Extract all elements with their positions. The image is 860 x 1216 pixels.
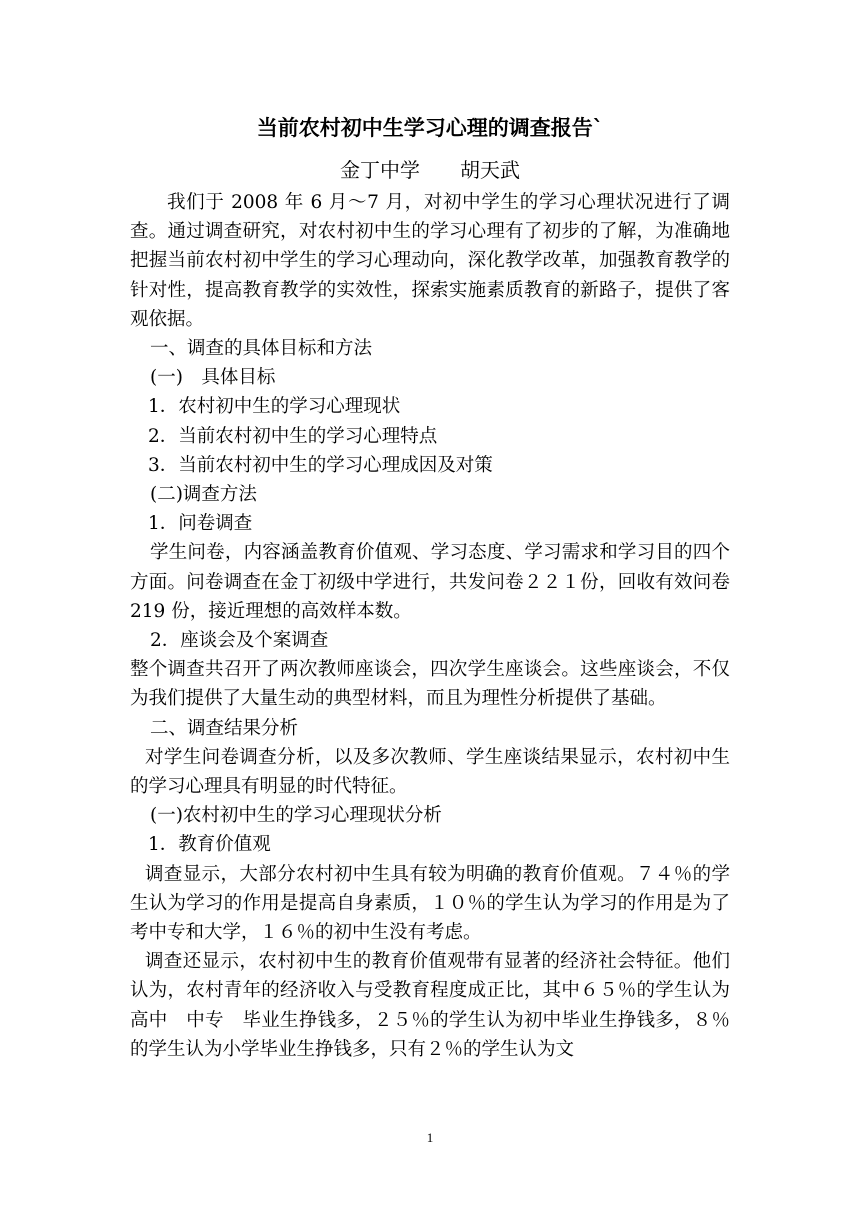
list-item: 2．当前农村初中生的学习心理特点 [148,425,438,447]
subsection-heading-1: (一) 具体目标 [150,367,276,389]
questionnaire-paragraph: 学生问卷，内容涵盖教育价值观、学习态度、学习需求和学习目的四个方面。问卷调查在金丁初级中学进行，共发问卷２２１份，回收有效问卷 219 份，接近理想的高效样本数。 [130,542,730,622]
section-heading-1: 一、调查的具体目标和方法 [150,338,373,360]
section-heading-2: 二、调查结果分析 [150,717,299,739]
results-paragraph: 对学生问卷调查分析，以及多次教师、学生座谈结果显示，农村初中生的学习心理具有明显的时代特征。 [130,746,730,798]
author-line: 金丁中学 胡天武 [340,158,520,182]
list-item: 1．问卷调查 [148,513,253,535]
forum-paragraph: 整个调查共召开了两次教师座谈会，四次学生座谈会。这些座谈会，不仅为我们提供了大量生动的典型材料，而且为理性分析提供了基础。 [130,659,730,710]
document-page [130,108,730,1064]
list-item: 1．教育价值观 [148,834,271,856]
list-item: 3．当前农村初中生的学习心理成因及对策 [148,454,493,476]
document-title: 当前农村初中生学习心理的调查报告` [256,116,604,140]
economic-paragraph: 调查还显示，农村初中生的教育价值观带有显著的经济社会特征。他们认为，农村青年的经济收入与受教育程度成正比，其中６５％的学生认为高中 中专 毕业生挣钱多，２５％的学生认为初中毕业生挣钱多，８％的学生认为小学毕业生挣钱多，只有２％的学生认为文 [130,951,730,1060]
list-item: 2．座谈会及个案调查 [150,630,329,652]
page-number: 1 [426,1130,434,1145]
intro-paragraph: 我们于 2008 年 6 月～7 月，对初中学生的学习心理状况进行了调查。通过调查研究，对农村初中生的学习心理有了初步的了解，为准确地把握当前农村初中学生的学习心理动向，深化教学改革，加强教育教学的针对性，提高教育教学的实效性，探索实施素质教育的新路子，提供了客观依据。 [130,192,730,330]
subsection-heading-3: (一)农村初中生的学习心理现状分析 [150,805,442,827]
values-paragraph: 调查显示，大部分农村初中生具有较为明确的教育价值观。７４％的学生认为学习的作用是提高自身素质，１０％的学生认为学习的作用是为了考中专和大学，１６％的初中生没有考虑。 [130,863,730,944]
subsection-heading-2: (二)调查方法 [150,484,257,506]
list-item: 1．农村初中生的学习心理现状 [148,396,401,418]
